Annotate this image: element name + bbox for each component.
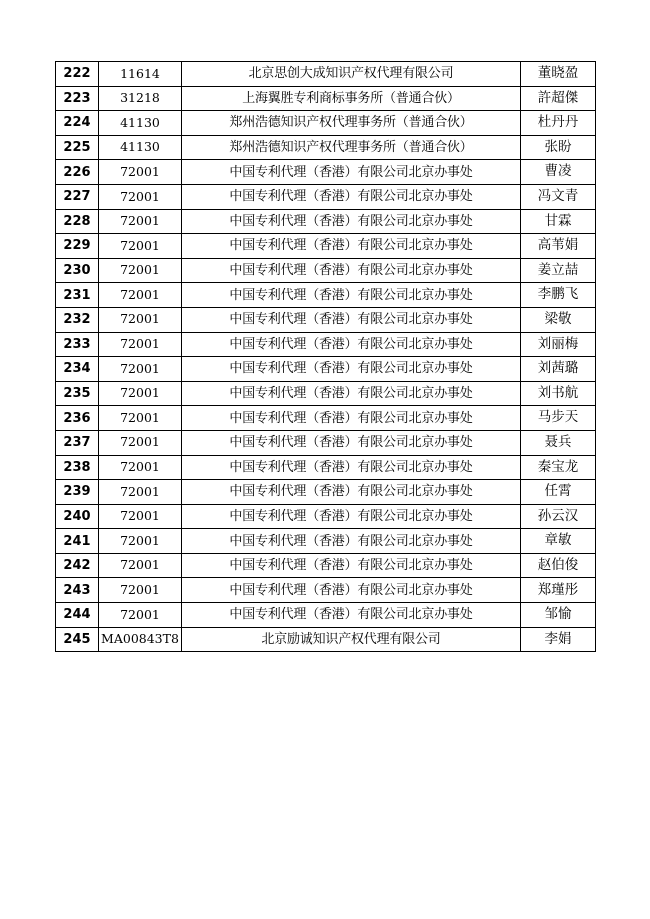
agency-name-cell: 中国专利代理（香港）有限公司北京办事处 [182, 578, 521, 603]
agency-name-cell: 中国专利代理（香港）有限公司北京办事处 [182, 258, 521, 283]
agent-name-cell: 許超傑 [521, 86, 596, 111]
row-number-cell: 234 [56, 357, 99, 382]
agency-name-cell: 中国专利代理（香港）有限公司北京办事处 [182, 430, 521, 455]
agency-code-cell: 72001 [99, 480, 182, 505]
table-row [56, 529, 596, 554]
agent-name-cell: 冯文青 [521, 184, 596, 209]
row-number-cell: 226 [56, 160, 99, 185]
table-row [56, 455, 596, 480]
agency-code-cell: 72001 [99, 234, 182, 259]
table-row [56, 381, 596, 406]
agent-name-cell: 董晓盈 [521, 62, 596, 87]
row-number-cell: 238 [56, 455, 99, 480]
table-row [56, 504, 596, 529]
table-row [56, 357, 596, 382]
agent-name-cell: 梁敬 [521, 307, 596, 332]
table-row [56, 430, 596, 455]
table-row [56, 332, 596, 357]
row-number-cell: 227 [56, 184, 99, 209]
agent-name-cell: 章敏 [521, 529, 596, 554]
agent-name-cell: 聂兵 [521, 430, 596, 455]
agent-name-cell: 孙云汉 [521, 504, 596, 529]
agency-name-cell: 中国专利代理（香港）有限公司北京办事处 [182, 332, 521, 357]
table-row [56, 160, 596, 185]
agent-name-cell: 杜丹丹 [521, 111, 596, 136]
agent-name-cell: 高苇娟 [521, 234, 596, 259]
agent-name-cell: 李娟 [521, 627, 596, 652]
agency-name-cell: 郑州浩德知识产权代理事务所（普通合伙） [182, 111, 521, 136]
agency-name-cell: 中国专利代理（香港）有限公司北京办事处 [182, 529, 521, 554]
agency-code-cell: 72001 [99, 209, 182, 234]
row-number-cell: 228 [56, 209, 99, 234]
agent-name-cell: 姜立喆 [521, 258, 596, 283]
agency-code-cell: 41130 [99, 135, 182, 160]
agent-name-cell: 任霄 [521, 480, 596, 505]
agency-name-cell: 中国专利代理（香港）有限公司北京办事处 [182, 553, 521, 578]
agent-name-cell: 马步天 [521, 406, 596, 431]
table-row [56, 627, 596, 652]
row-number-cell: 223 [56, 86, 99, 111]
table-row [56, 234, 596, 259]
agency-code-cell: 72001 [99, 381, 182, 406]
agent-name-cell: 刘茜璐 [521, 357, 596, 382]
row-number-cell: 230 [56, 258, 99, 283]
table-row [56, 135, 596, 160]
agency-name-cell: 中国专利代理（香港）有限公司北京办事处 [182, 357, 521, 382]
agency-code-cell: 31218 [99, 86, 182, 111]
row-number-cell: 236 [56, 406, 99, 431]
agency-name-cell: 北京励诚知识产权代理有限公司 [182, 627, 521, 652]
row-number-cell: 229 [56, 234, 99, 259]
agent-name-cell: 秦宝龙 [521, 455, 596, 480]
agent-name-cell: 张盼 [521, 135, 596, 160]
table-row [56, 553, 596, 578]
agency-code-cell: 72001 [99, 455, 182, 480]
agency-code-cell: 72001 [99, 357, 182, 382]
agency-code-cell: 41130 [99, 111, 182, 136]
agency-name-cell: 中国专利代理（香港）有限公司北京办事处 [182, 504, 521, 529]
agency-code-cell: 72001 [99, 504, 182, 529]
row-number-cell: 233 [56, 332, 99, 357]
agency-name-cell: 中国专利代理（香港）有限公司北京办事处 [182, 455, 521, 480]
table-row [56, 184, 596, 209]
row-number-cell: 244 [56, 603, 99, 628]
agency-name-cell: 中国专利代理（香港）有限公司北京办事处 [182, 381, 521, 406]
agency-name-cell: 北京思创大成知识产权代理有限公司 [182, 62, 521, 87]
table-row [56, 406, 596, 431]
row-number-cell: 225 [56, 135, 99, 160]
row-number-cell: 235 [56, 381, 99, 406]
agent-name-cell: 赵伯俊 [521, 553, 596, 578]
agency-name-cell: 中国专利代理（香港）有限公司北京办事处 [182, 307, 521, 332]
agency-code-cell: 72001 [99, 430, 182, 455]
agency-code-cell: MA00843T8 [99, 627, 182, 652]
agent-name-cell: 邹愉 [521, 603, 596, 628]
agency-code-cell: 72001 [99, 258, 182, 283]
row-number-cell: 240 [56, 504, 99, 529]
table-row [56, 62, 596, 87]
agent-name-cell: 曹凌 [521, 160, 596, 185]
table-row [56, 283, 596, 308]
agency-name-cell: 郑州浩德知识产权代理事务所（普通合伙） [182, 135, 521, 160]
table-row [56, 258, 596, 283]
row-number-cell: 222 [56, 62, 99, 87]
table-body [56, 62, 596, 652]
row-number-cell: 224 [56, 111, 99, 136]
agency-name-cell: 中国专利代理（香港）有限公司北京办事处 [182, 209, 521, 234]
agent-name-cell: 刘丽梅 [521, 332, 596, 357]
agency-name-cell: 中国专利代理（香港）有限公司北京办事处 [182, 184, 521, 209]
agency-code-cell: 72001 [99, 160, 182, 185]
row-number-cell: 243 [56, 578, 99, 603]
agent-name-cell: 李鹏飞 [521, 283, 596, 308]
row-number-cell: 232 [56, 307, 99, 332]
agency-code-cell: 11614 [99, 62, 182, 87]
table-row [56, 603, 596, 628]
agent-name-cell: 刘书航 [521, 381, 596, 406]
table-row [56, 111, 596, 136]
agency-code-cell: 72001 [99, 332, 182, 357]
agency-name-cell: 中国专利代理（香港）有限公司北京办事处 [182, 160, 521, 185]
agency-name-cell: 中国专利代理（香港）有限公司北京办事处 [182, 283, 521, 308]
table-row [56, 578, 596, 603]
agency-code-cell: 72001 [99, 578, 182, 603]
row-number-cell: 242 [56, 553, 99, 578]
table-row [56, 480, 596, 505]
row-number-cell: 245 [56, 627, 99, 652]
agency-code-cell: 72001 [99, 553, 182, 578]
agency-name-cell: 中国专利代理（香港）有限公司北京办事处 [182, 406, 521, 431]
agency-code-cell: 72001 [99, 529, 182, 554]
agent-name-cell: 郑瑾彤 [521, 578, 596, 603]
agency-name-cell: 中国专利代理（香港）有限公司北京办事处 [182, 234, 521, 259]
table-row [56, 86, 596, 111]
row-number-cell: 239 [56, 480, 99, 505]
agency-code-cell: 72001 [99, 307, 182, 332]
agent-name-cell: 甘霖 [521, 209, 596, 234]
table-row [56, 307, 596, 332]
agency-code-cell: 72001 [99, 283, 182, 308]
agency-code-cell: 72001 [99, 184, 182, 209]
agency-code-cell: 72001 [99, 406, 182, 431]
row-number-cell: 241 [56, 529, 99, 554]
agency-name-cell: 上海翼胜专利商标事务所（普通合伙） [182, 86, 521, 111]
agency-code-cell: 72001 [99, 603, 182, 628]
row-number-cell: 231 [56, 283, 99, 308]
row-number-cell: 237 [56, 430, 99, 455]
table-row [56, 209, 596, 234]
agent-list-table [55, 61, 596, 652]
agency-name-cell: 中国专利代理（香港）有限公司北京办事处 [182, 480, 521, 505]
agency-name-cell: 中国专利代理（香港）有限公司北京办事处 [182, 603, 521, 628]
